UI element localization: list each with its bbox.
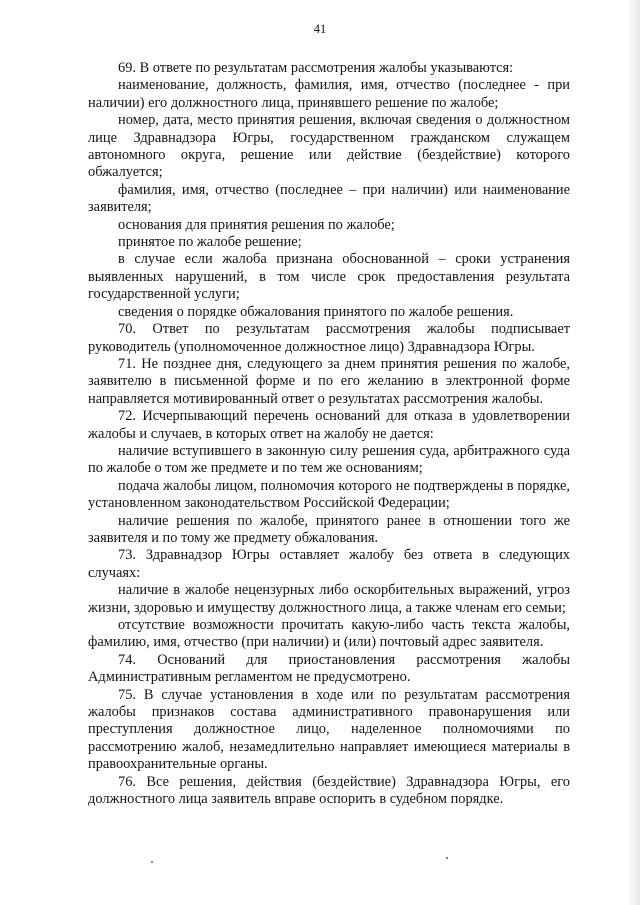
scan-speck xyxy=(151,861,153,863)
paragraph-71: 71. Не позднее дня, следующего за днем принятия решения по жалобе, заявителю в письменной форме и по его желанию в электронной форме направляется мотивированный ответ о результатах рассмотрения жалобы. xyxy=(88,355,570,407)
paragraph-69-item-6: в случае если жалоба признана обоснованной – сроки устранения выявленных нарушений, в том числе срок предоставления результата государственной услуги; xyxy=(88,251,570,303)
paragraph-72-item-3: наличие решения по жалобе, принятого ранее в отношении того же заявителя и по тому же предмету обжалования. xyxy=(88,512,570,546)
paragraph-76: 76. Все решения, действия (бездействие) Здравнадзора Югры, его должностного лица заявитель вправе оспорить в судебном порядке. xyxy=(88,773,570,808)
paragraph-69-item-4: основания для принятия решения по жалобе; xyxy=(118,216,395,233)
paragraph-69-item-1: наименование, должность, фамилия, имя, отчество (последнее - при наличии) его должностного лица, принявшего решение по жалобе; xyxy=(88,77,570,111)
paragraph-73-item-1: наличие в жалобе нецензурных либо оскорбительных выражений, угроз жизни, здоровью и имуществу должностного лица, а также членам его семьи; xyxy=(88,582,570,616)
document-body xyxy=(88,60,570,808)
paragraph-69-item-7: сведения о порядке обжалования принятого по жалобе решения. xyxy=(118,303,514,320)
paragraph-72-item-2: подача жалобы лицом, полномочия которого не подтверждены в порядке, установленном законодательством Российской Федерации; xyxy=(88,477,570,512)
page-number: 41 xyxy=(313,22,327,36)
paragraph-69-item-3: фамилия, имя, отчество (последнее – при наличии) или наименование заявителя; xyxy=(88,181,570,216)
paragraph-69-item-5: принятое по жалобе решение; xyxy=(118,234,302,251)
paragraph-75: 75. В случае установления в ходе или по результатам рассмотрения жалобы признаков состава административного правонарушения или преступления должностное лицо, наделенное полномочиями по рассмотрению жалоб, незамедлительно направляет имеющиеся материалы в правоохранительные органы. xyxy=(88,686,570,773)
paragraph-73-item-2: отсутствие возможности прочитать какую-либо часть текста жалобы, фамилию, имя, отчество (при наличии) и (или) почтовый адрес заявителя. xyxy=(88,617,570,651)
paragraph-72: 72. Исчерпывающий перечень оснований для отказа в удовлетворении жалобы и случаев, в которых ответ на жалобу не дается: xyxy=(88,408,570,442)
paragraph-72-item-1: наличие вступившего в законную силу решения суда, арбитражного суда по жалобе о том же предмете и по тем же основаниям; xyxy=(88,442,570,477)
paragraph-69-item-2: номер, дата, место принятия решения, включая сведения о должностном лице Здравнадзора Югры, государственном гражданском служащем автономного округа, решение или действие (бездействие) которого обжалуется; xyxy=(88,112,570,181)
paragraph-74: 74. Оснований для приостановления рассмотрения жалобы Административным регламентом не предусмотрено. xyxy=(88,651,570,686)
paragraph-70: 70. Ответ по результатам рассмотрения жалобы подписывает руководитель (уполномоченное должностное лицо) Здравнадзора Югры. xyxy=(88,321,570,355)
scan-speck xyxy=(446,857,448,859)
paragraph-69: 69. В ответе по результатам рассмотрения жалобы указываются: xyxy=(118,60,514,76)
scan-edge-shadow xyxy=(626,0,640,905)
paragraph-73: 73. Здравнадзор Югры оставляет жалобу без ответа в следующих случаях: xyxy=(88,547,570,581)
